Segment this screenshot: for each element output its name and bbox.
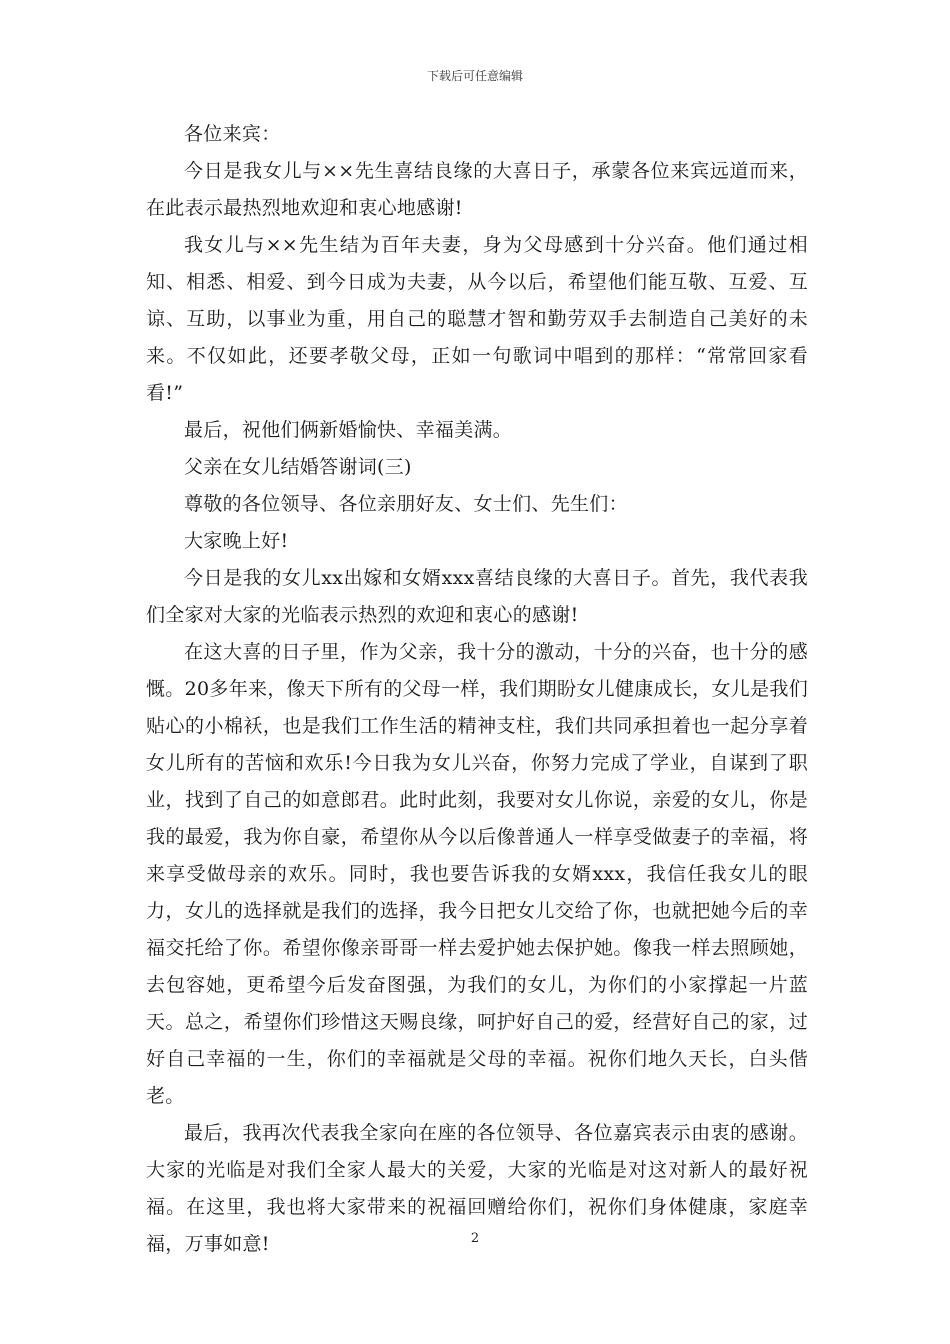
paragraph-final: 最后，我再次代表我全家向在座的各位领导、各位嘉宾表示由衷的感谢。大家的光临是对我们全家人最大的关爱，大家的光临是对这对新人的最好祝福。在这里，我也将大家带来的祝福回赠给你们，祝你们身体健康，家庭幸福，万事如意! <box>146 1122 808 1255</box>
paragraph-closing: 最后，祝他们俩新婚愉快、幸福美满。 <box>184 419 513 441</box>
page-header: 下载后可任意编辑 <box>426 69 523 83</box>
paragraph-thanks: 今日是我的女儿xx出嫁和女婿xxx喜结良缘的大喜日子。首先，我代表我们全家对大家的光临表示热烈的欢迎和衷心的感谢! <box>146 567 808 626</box>
document-body <box>146 116 808 1263</box>
paragraph-blessing: 我女儿与××先生结为百年夫妻，身为父母感到十分兴奋。他们通过相知、相悉、相爱、到今日成为夫妻，从今以后，希望他们能互敬、互爱、互谅、互助，以事业为重，用自己的聪慧才智和勤劳双手去制造自己美好的未来。不仅如此，还要孝敬父母，正如一句歌词中唱到的那样：“常常回家看看!” <box>146 234 808 404</box>
paragraph-father-speech: 在这大喜的日子里，作为父亲，我十分的激动，十分的兴奋，也十分的感慨。20多年来，像天下所有的父母一样，我们期盼女儿健康成长，女儿是我们贴心的小棉袄，也是我们工作生活的精神支柱，我们共同承担着也一起分享着女儿所有的苦恼和欢乐!今日我为女儿兴奋，你努力完成了学业，自谋到了职业，找到了自己的如意郎君。此时此刻，我要对女儿你说，亲爱的女儿，你是我的最爱，我为你自豪，希望你从今以后像普通人一样享受做妻子的幸福，将来享受做母亲的欢乐。同时，我也要告诉我的女婿xxx，我信任我女儿的眼力，女儿的选择就是我们的选择，我今日把女儿交给了你，也就把她今后的幸福交托给了你。希望你像亲哥哥一样去爱护她去保护她。像我一样去照顾她，去包容她，更希望今后发奋图强，为我们的女儿，为你们的小家撑起一片蓝天。总之，希望你们珍惜这天赐良缘，呵护好自己的爱，经营好自己的家，过好自己幸福的一生，你们的幸福就是父母的幸福。祝你们地久天长，白头偕老。 <box>146 641 808 1107</box>
paragraph-greeting: 各位来宾： <box>184 123 281 145</box>
page-number: 2 <box>470 1231 480 1246</box>
paragraph-good-evening: 大家晚上好! <box>184 530 289 552</box>
paragraph-welcome: 今日是我女儿与××先生喜结良缘的大喜日子，承蒙各位来宾远道而来，在此表示最热烈地欢迎和衷心地感谢! <box>146 160 808 219</box>
section-title: 父亲在女儿结婚答谢词(三) <box>184 456 412 478</box>
paragraph-salutation: 尊敬的各位领导、各位亲朋好友、女士们、先生们： <box>184 493 628 515</box>
